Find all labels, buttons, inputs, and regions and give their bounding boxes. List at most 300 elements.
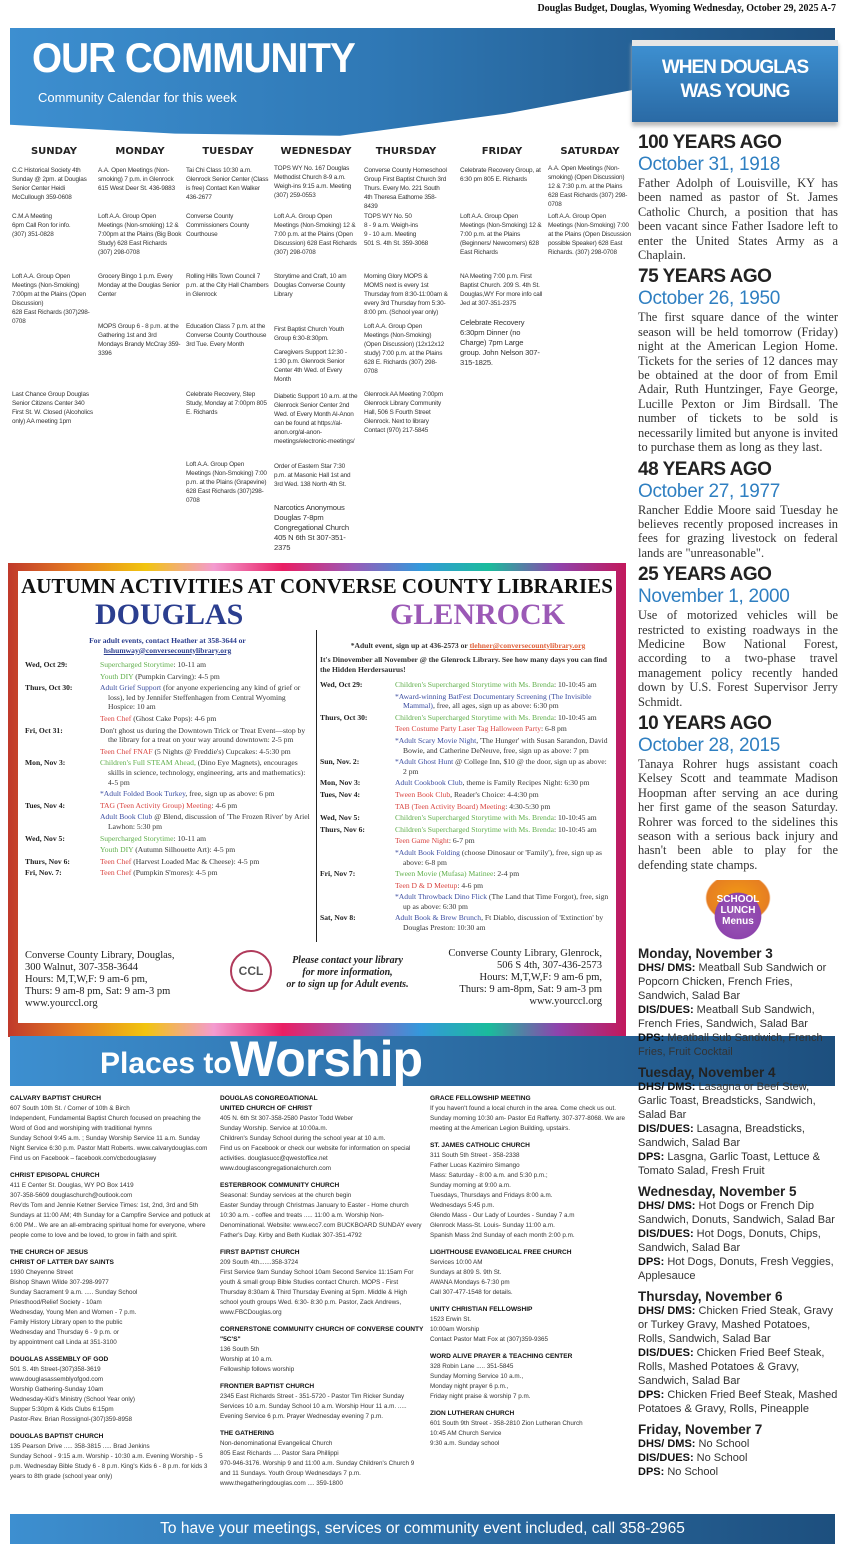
event-title: Children's Supercharged Storytime with Ms. Brenda [395,712,554,722]
event-date [25,789,100,799]
church-details: 1930 Cheyenne Street Bishop Shawn Wilde 307-298-9977 Sunday Sacrament 9 a.m. ..... Sunday School Priesthood/Relief Society - 10am Wednesday, Young Men and Women - 7 p.m. Family History Library open to the public Wednesday and Thursday 6 - 9 p.m. or by appointment call Linda at 351-3100 [10,1269,138,1346]
lunch-line [638,1255,838,1283]
libraries-divider [316,630,317,942]
church-details: 136 South 5th Worship at 10 a.m. Fellowship follows worship [220,1346,295,1373]
church-details: 601 South 9th Street - 358-2810 Zion Lutheran Church 10:45 AM Church Service 9:30 a.m. Sunday school [430,1420,583,1447]
lunch-line [638,1031,838,1059]
event-details: : 4-6 pm [457,880,484,890]
event-title: Supercharged Storytime [100,660,174,669]
event-description [395,790,612,800]
church-listing [10,1355,215,1425]
event-title: Supercharged Storytime [100,833,174,843]
school-label: DHS/ DMS: [638,1200,696,1213]
church-details: 328 Robin Lane ..... 351-5845 Sunday Morning Service 10 a.m., Monday night prayer 6 p.m., Friday night praise & worship 7 p.m. [430,1363,531,1400]
school-label: DPS: [638,1256,665,1269]
calendar-event: Loft A.A. Group Open Meetings (Non-Smoking) 12 & 7:00 p.m. at the Plains (Open Discussion) 628 East Richards (307) 298-0708 [274,213,357,256]
event-description [100,845,310,855]
lunch-day: Friday, November 7 [638,1422,763,1438]
calendar-event: Loft A.A. Group Open Meetings (Non-Smoking) 7:00 p.m. at the Plains (Grapevine) 628 East Richards (307)298-0708 [186,461,267,504]
event-date: Tues, Nov 4: [320,789,361,799]
library-event [25,789,310,799]
event-details: Don't ghost us during the Downtown Trick or Treat Event—stop by the library for a treat on your way around downtown: 2-5 pm [100,725,306,745]
school-label: DHS/ DMS: [638,1081,696,1094]
event-details: (for anyone experiencing any kind of grief or loss), led by Jennifer Steffenhagen from Central Wyoming Hospice: 10 am [108,683,301,712]
event-description [395,778,612,788]
church-name: DOUGLAS CONGREGATIONAL UNITED CHURCH OF CHRIST [220,1095,318,1112]
event-title: Youth DIY [100,671,134,681]
lunch-line [638,1304,838,1346]
event-date [320,848,395,867]
history-text: Rancher Eddie Moore said Tuesday he believes recently proposed increases in fees for grazing livestock on federal lands are "unreasonable". [638,502,838,560]
church-details: 405 N. 6th St 307-358-2580 Pastor Todd Weber Sunday Worship. Service at 10:00a.m. Children's Sunday School during the school year at 10 a.m. Find us on Facebook or check our website for information on special activities. douglasucc@qwestoffice.net www.douglascongregationalchurch.com [220,1115,411,1172]
event-details: : 6-7 pm [448,836,475,846]
event-details: (Ghost Cake Pops): 4-6 pm [131,713,217,723]
event-title: *Adult Book Folding [395,847,460,857]
contact-note: Please contact your library for more information, or to sign up for Adult events. [286,955,409,990]
event-description [100,834,310,844]
event-title: Children's Supercharged Storytime with Ms. Brenda [395,680,554,689]
event-description [395,869,612,879]
glenrock-intro: It's Dinovember all November @ the Glenrock Library. See how many days you can find the Hidden Herdersaurus! [320,655,607,674]
church-listing [10,1094,215,1164]
event-date: Sat, Nov 8: [320,913,356,923]
church-listing [430,1094,635,1134]
church-listing [220,1325,425,1375]
church-listing [10,1432,215,1482]
event-title: Teen Costume Party Laser Tag Halloween Party [395,724,541,734]
calendar-event: Last Chance Group Douglas Senior Citizens Center 340 First St. W. Closed (Alcoholics only) AA meeting 1pm [12,391,93,425]
calendar-event: Loft A.A. Group Open Meetings (Non-Smoking) 12 & 7:00 p.m. at the Plains (Beginners/ Newcomers) 628 East Richards [460,213,542,256]
church-listing [430,1305,635,1345]
library-event [25,726,310,745]
worship-column-2 [220,1094,425,1496]
event-details: (Harvest Loaded Mac & Cheese): 4-5 pm [131,856,260,866]
event-details: : 4-6 pm [211,800,238,810]
event-title: Children's Supercharged Storytime with Ms. Brenda [395,824,554,834]
event-details: : 4:30-5:30 pm [505,801,551,811]
lunch-line [638,1122,838,1150]
event-title: *Award-winning BatFest Documentary Screening (The Invisible Mammal) [395,691,592,711]
douglas-events [25,660,310,880]
calendar-event: C.M.A Meeting 6pm Call Ron for info. (307) 351-0828 [12,213,71,238]
library-event [25,747,310,757]
history-title: WHEN DOUGLAS WAS YOUNG [632,40,838,122]
church-details: 311 South 5th Street - 358-2338 Father Lucas Kazimiro Simango Mass: Saturday - 8:00 a.m. and 5:30 p.m.; Sunday morning at 9:00 a.m. Tuesdays, Thursdays and Fridays 8:00 a.m. Wednesdays 5:45 p.m. Glendo Mass - Our Lady of Lourdes - Sunday 7 a.m Glenrock Mass-St. Louis- Sunday 11:00 a.m. Spanish Mass 2nd Sunday of each month 2:00 p.m. [430,1152,575,1239]
page-subtitle: Community Calendar for this week [38,90,237,105]
calendar-event: Converse County Homeschool Group First Baptist Church 3rd Thurs. Every Mo. 221 South 4th Theresa Eathorne 358-8439 [364,167,447,210]
church-details: 2345 East Richards Street - 351-5720 - Pastor Tim Ricker Sunday Services 10 a.m. Sunday School 10 a.m. Worship Hour 11 a.m. ..... Evening Service 6 p.m. Prayer Wednesday evening 7 p.m. [220,1393,407,1420]
event-title: Adult Book Club [100,812,153,822]
menu-items: No School [664,1466,719,1479]
event-title: Teen D & D Meetup [395,880,458,890]
glenrock-email-link[interactable]: tlehner@conversecountylibrary.org [469,641,586,650]
calendar-event: Loft A.A. Group Open Meetings (Non-Smoking) 7:00 at the Plains (Open Discussion possible Speaker) 628 East Richards. (307) 298-0708 [548,213,631,256]
calendar-event: Grocery Bingo 1 p.m. Every Monday at the Douglas Senior Center [98,273,180,298]
church-listing [220,1094,425,1174]
library-event [25,660,310,670]
event-date [25,672,100,682]
library-event [320,790,612,800]
calendar-event: Rolling Hills Town Council 7 p.m. at the City Hall Chambers in Glenrock [186,273,269,298]
calendar-event: Education Class 7 p.m. at the Converse County Courthouse 3rd Tue. Every Month [186,323,267,348]
calendar-event: C.C Historical Society 4th Sunday @ 2pm. at Douglas Senior Center Heidi McCullough 359-0608 [12,167,87,201]
event-details: : 10-11 am [173,833,207,843]
menu-items: Meatball Sub Sandwich, French Fries, Fruit Cocktail [638,1032,823,1059]
calendar-event: TOPS WY No. 167 Douglas Methodist Church 8-9 a.m. Weigh-ins 9:15 a.m. Meeting (307) 259-0553 [274,165,352,199]
event-description [100,672,310,682]
menu-items: Lasagna or Beef Stew, Garlic Toast, Breadsticks, Sandwich, Salad Bar [638,1081,816,1122]
event-details: : 10-11 am [173,660,207,669]
church-details: 135 Pearson Drive ..... 358-3815 ..... Brad Jenkins Sunday School - 9:15 a.m. Worship - 10:30 a.m. Evening Worship - 5 p.m. Wednesday Bible Study 6 - 8 p.m. King's Kids 6 - 8 p.m. for kids 3 years to 8th grade (school year only) [10,1443,208,1480]
church-name: GRACE FELLOWSHIP MEETING [430,1095,531,1102]
worship-column-1 [10,1094,215,1489]
calendar-event: MOPS Group 6 - 8 p.m. at the Gathering 1st and 3rd Mondays Brandy McCray 359-3396 [98,323,181,357]
school-label: DHS/ DMS: [638,1438,696,1451]
church-name: DOUGLAS BAPTIST CHURCH [10,1433,104,1440]
calendar-event: Glenrock AA Meeting 7:00pm Glenrock Library Community Hall, 506 S Fourth Street Glenrock. Next to library Contact (970) 217-5845 [364,391,443,434]
event-date: Thurs, Oct 30: [320,712,368,722]
church-name: THE GATHERING [220,1430,275,1437]
event-date [25,714,100,724]
church-details: Non-denominational Evangelical Church 805 East Richards .... Pastor Sara Phillippi 970-946-3176. Worship 9 and 11:00 a.m. Sunday Children's Church 9 and 11 Sundays. Youth Group Wednesdays 7 p.m. www.thegatheringdouglas.com .... 359-1800 [220,1440,415,1487]
library-event [25,834,310,844]
event-description [395,848,612,867]
calendar-event: Caregivers Support 12:30 - 1:30 p.m. Glenrock Senior Center 4th Wed. of Every Month [274,349,347,383]
event-date [320,836,395,846]
event-description [395,836,612,846]
church-details: 501 S. 4th Street-(307)358-3619 www.douglasassemblyofgod.com Worship Gathering-Sunday 10am Wednesday-Kid's Ministry (School Year only) Supper 5:30pm & Kids Clubs 6:15pm Pastor-Rev. Brian Rossignol-(307)359-8958 [10,1366,135,1423]
church-details: Services 10:00 AM Sundays at 809 S. 9th St. AWANA Mondays 6-7:30 pm Call 307-477-1548 for details. [430,1259,513,1296]
menu-items: No School [693,1452,748,1465]
church-details: Seasonal: Sunday services at the church begin Easter Sunday through Christmas January to Easter - Home church 10:30 a.m. - coffee and treats ..... 11:00 a.m. Worship Non-Denominational. Website: www.ecc7.com BUCKBOARD SUNDAY every Father's Day. Kirby and Beth Kudlak 307-351-4792 [220,1192,422,1239]
day-header-sunday: SUNDAY [30,146,77,157]
event-description [395,913,612,932]
calendar-event: Narcotics Anonymous Douglas 7-8pm Congregational Church 405 N 6th St 307-351-2375 [274,503,349,552]
menu-items: Chicken Fried Beef Steak, Rolls, Mashed Potatoes & Gravy, Sandwich, Salad Bar [638,1347,825,1388]
lunch-line [638,1346,838,1388]
event-title: Tween Book Club [395,789,451,799]
day-header-monday: MONDAY [115,146,165,157]
event-date [320,802,395,812]
history-heading: 100 YEARS AGO [638,132,782,153]
church-details: 607 South 10th St. / Corner of 10th & Birch Independent, Fundamental Baptist Church focused on preaching the Word of God and worshiping with traditional hymns Sunday School 9:45 a.m. ; Sunday Worship Service 11 a.m. Sunday Night Service 6:30 p.m. Pastor Matt Roberts. www.calvarydouglas.com Find us on Facebook – facebook.com/cbcdouglaswy [10,1105,208,1162]
event-date: Thurs, Oct 30: [25,683,73,693]
event-date [320,736,395,755]
lunch-line [638,1465,838,1479]
event-title: Teen Chef [100,856,132,866]
school-lunch-menus-logo: SCHOOL LUNCH Menus [683,880,793,940]
calendar-event: Celebrate Recovery Group, at 6:30 pm 805 E. Richards [460,167,541,183]
page-title: OUR COMMUNITY [32,34,355,81]
day-header-wednesday: WEDNESDAY [280,146,352,157]
church-name: ESTERBROOK COMMUNITY CHURCH [220,1182,340,1189]
church-name: ST. JAMES CATHOLIC CHURCH [430,1142,530,1149]
lunch-line [638,1150,838,1178]
event-details: (Autumn Silhouette Art): 4-5 pm [133,845,236,855]
school-label: DHS/ DMS: [638,962,696,975]
library-event [320,836,612,846]
event-title: *Adult Ghost Hunt [395,757,454,767]
library-event [320,892,612,911]
event-description [395,757,612,776]
menu-items: Chicken Fried Beef Steak, Mashed Potatoes & Gravy, Rolls, Pineapple [638,1389,838,1416]
event-date [320,724,395,734]
event-description [100,747,310,757]
church-listing [430,1141,635,1241]
worship-title-small: Places to [100,1047,232,1080]
school-label: DPS: [638,1032,665,1045]
lunch-day: Thursday, November 6 [638,1289,783,1305]
calendar-event: A.A. Open Meetings (Non-smoking) (Open Discussion) 12 & 7:30 p.m. at the Plains 628 East Richards (307) 298-0708 [548,165,628,208]
event-title: Adult Grief Support [100,683,162,693]
glenrock-contact-text: *Adult event, sign up at 436-2573 or [350,641,468,650]
library-event [320,869,612,879]
library-event [320,713,612,723]
lunch-menu [638,946,838,1479]
event-description [100,801,310,811]
event-details: (Dino Eye Magnets), encourages skills in science, technology, engineering, arts and mathematics): 4-5 pm [108,758,306,787]
event-details: , Ft Diablo, discussion of 'Extinction' by Douglas Preston: 10:30 am [403,913,604,933]
event-title: TAG (Teen Activity Group) Meeting [100,800,212,810]
event-description [395,802,612,812]
church-name: CALVARY BAPTIST CHURCH [10,1095,101,1102]
church-listing [220,1382,425,1422]
calendar-event: Storytime and Craft, 10 am Douglas Converse County Library [274,273,347,298]
history-date: October 27, 1977 [638,480,781,502]
calendar-event: Tai Chi Class 10:30 a.m. Glenrock Senior Center (Class is free) Contact Ken Walker 436-2677 [186,167,269,201]
church-details: 411 E Center St. Douglas, WY PO Box 1419 307-358-5609 douglaschurch@outlook.com Rev'ds Tom and Jennie Ketner Service Times: 1st, 2nd, 3rd and 5th Sundays at 11:00 AM; 4th Sunday for a Campfire Service and potluck at 6:00 PM.. We are an all-embracing spiritual home for everyone, where people come to love and be loved, to grow in faith and spirit. [10,1182,211,1239]
event-description [395,881,612,891]
bottom-banner: To have your meetings, services or community event included, call 358-2965 [10,1514,835,1544]
church-name: CORNERSTONE COMMUNITY CHURCH OF CONVERSE COUNTY "5C'S" [220,1326,424,1343]
lunch-day: Monday, November 3 [638,946,773,962]
event-date: Thurs, Nov 6: [320,824,365,834]
school-label: DPS: [638,1151,665,1164]
event-description [100,812,310,831]
event-title: *Adult Throwback Dino Flick [395,892,488,902]
calendar-event: Celebrate Recovery, Step Study, Monday at 7:00pm 805 E. Richards [186,391,267,416]
church-listing [430,1248,635,1298]
event-date: Thurs, Nov 6: [25,856,70,866]
church-name: THE CHURCH OF JESUS CHRIST OF LATTER DAY SAINTS [10,1249,114,1266]
menu-items: Hot Dogs or French Dip Sandwich, Donuts, Sandwich, Salad Bar [638,1200,835,1227]
lunch-line [638,1437,838,1451]
menu-items: Lasgna, Garlic Toast, Lettuce & Tomato Salad, Fresh Fruit [638,1151,820,1178]
church-listing [220,1248,425,1318]
lunch-day: Wednesday, November 5 [638,1184,797,1200]
school-label: DIS/DUES: [638,1347,694,1360]
library-event [320,692,612,711]
event-date [320,692,395,711]
ccl-logo: CCL [230,950,272,992]
menu-items: Meatball Sub Sandwich, French Fries, Sandwich, Salad Bar [638,1004,815,1031]
event-details: : 10-10:45 am [554,824,597,834]
school-label: DIS/DUES: [638,1228,694,1241]
menu-items: Meatball Sub Sandwich or Popcorn Chicken, French Fries, Sandwich, Salad Bar [638,962,827,1003]
event-date: Mon, Nov 3: [25,758,66,768]
church-details: 1523 Erwin St. 10:00am Worship Contact Pastor Matt Fox at (307)359-9365 [430,1316,548,1343]
event-title: Adult Cookbook Club [395,778,463,788]
calendar-event: Morning Glory MOPS & MOMS next is every 1st Thursday from 8:30-11:00am & every 3rd Thursday from 5:30-8:00 pm. (School year only) [364,273,448,316]
glenrock-library-info: Converse County Library, Glenrock, 506 S 4th, 307-436-2573 Hours: M,T,W,F: 9 am-6 pm, Thurs: 9 am-8pm, Sat: 9 am-3 pm www.yourccl.org [448,948,602,1007]
event-description [395,825,612,835]
glenrock-events [320,680,612,935]
library-event [25,812,310,831]
calendar-event: Loft A.A. Group Open Meetings (Non-Smoking) (Open Discussion) (12x12x12 study) 7:00 p.m. at the Plains 628 E. Richards (307) 298-0708 [364,323,445,375]
school-label: DPS: [638,1466,665,1479]
church-details: 209 South 4th.......358-3724 First Service 9am Sunday School 10am Second Service 11:15am For youth & small group Bible Studies contact Church. MOPS - First Thursday 8:30am & Third Thursday Evening at 5pm. Middle & High school youth groups Wed. 6:30- 8:30 p.m. Pastor, Zack Andrews, www.FBCDouglas.org [220,1259,414,1316]
history-text: Tanaya Rohrer hugs assistant coach Kelsey Scott and teammate Madison Hoopman after serving an ace during her first game of the season Saturday. Rohrer was forced to the sidelines this season with a serious back injury and hasn't been able to play for the defending state champs. [638,756,838,872]
event-date: Sun, Nov. 2: [320,757,360,767]
event-date: Wed, Oct 29: [25,660,68,669]
history-text: Father Adolph of Louisville, KY has been named as pastor of St. James Catholic Church, a position that has been vacant since Father Isadore left to enter the United States Army as a Chaplain. [638,176,838,263]
library-event [320,825,612,835]
church-details: If you haven't found a local church in the area. Come check us out. Sunday morning 10:30 am- Pastor Ed Rafferty. 307-377-8068. We are meeting at the American Legion Building, upstairs. [430,1105,625,1132]
library-event [320,881,612,891]
event-date: Mon, Nov 3: [320,778,361,788]
event-description [395,692,612,711]
day-header-tuesday: TUESDAY [202,146,254,157]
library-event [25,672,310,682]
douglas-heading: DOUGLAS [95,598,244,631]
calendar-event: Diabetic Support 10 a.m. at the Glenrock Senior Center 2nd Wed. of Every Month Al-Anon can be found at https://al-anon.org/al-anon-meetings/electronic-meetings/ [274,393,358,445]
worship-column-3 [430,1094,635,1456]
event-title: Tween Movie (Mufasa) Matinee [395,869,494,879]
library-event [25,868,310,878]
event-title: Adult Book & Brew Brunch [395,913,482,923]
event-date: Fri, Oct 31: [25,725,63,735]
event-details: , theme is Family Recipes Night: 6:30 pm [462,778,590,788]
event-details: : 10-10:45 am [554,813,597,823]
church-name: ZION LUTHERAN CHURCH [430,1410,515,1417]
school-label: DIS/DUES: [638,1123,694,1136]
event-description [100,868,310,878]
history-heading: 25 YEARS AGO [638,564,772,586]
library-event [320,778,612,788]
library-event [25,845,310,855]
church-listing [10,1171,215,1241]
event-date [320,881,395,891]
event-date: Fri, Nov. 7: [25,868,62,878]
event-title: Children's Full STEAM Ahead, [100,758,196,768]
calendar-event: Celebrate Recovery 6:30pm Dinner (no Charge) 7pm Large group. John Nelson 307-315-1825. [460,318,540,367]
event-title: Teen Chef FNAF [100,746,153,756]
church-name: LIGHTHOUSE EVANGELICAL FREE CHURCH [430,1249,572,1256]
church-listing [10,1248,215,1348]
library-event [25,683,310,712]
right-column [638,128,838,1479]
event-date [320,892,395,911]
event-date: Wed, Nov 5: [25,833,65,843]
event-date: Wed, Oct 29: [320,680,363,689]
history-text: Use of motorized vehicles will be restricted to existing roadways in the Medicine Bow National Forest, according to a two-phase travel management policy recently handed down by U.S. Forest Supervisor Jerry Schmidt. [638,608,838,709]
event-title: Children's Supercharged Storytime with Ms. Brenda [395,813,554,823]
lunch-line [638,1451,838,1465]
calendar-event: First Baptist Church Youth Group 6:30-8:30pm. [274,326,344,342]
event-date [25,747,100,757]
event-title: Teen Game Night [395,836,449,846]
event-description [395,724,612,734]
church-name: CHRIST EPISOPAL CHURCH [10,1172,100,1179]
menu-items: Hot Dogs, Donuts, Fresh Veggies, Applesauce [638,1256,834,1283]
event-details: : 10-10:45 am [554,680,597,689]
history-heading: 48 YEARS AGO [638,458,772,480]
event-details: (Pumpkin S'mores): 4-5 pm [131,868,218,878]
calendar-event: Order of Eastern Star 7:30 p.m. at Masonic Hall 1st and 3rd Wed. 138 North 4th St. [274,463,351,488]
event-description [100,714,310,724]
church-listing [430,1352,635,1402]
event-details: , 'The Hunger' with Susan Sarandon, David Bowie, and Catherine DeNeuve, free, sign up as above: 7 pm [403,735,608,755]
lunch-line [638,1080,838,1122]
event-date [25,812,100,831]
event-title: Teen Chef [100,713,132,723]
day-header-saturday: SATURDAY [560,146,620,157]
event-details: : 10-10:45 am [554,712,597,722]
menu-items: Lasagna, Breadsticks, Sandwich, Salad Bar [638,1123,805,1150]
event-description [395,713,612,723]
event-description [100,789,310,799]
church-name: WORD ALIVE PRAYER & TEACHING CENTER [430,1353,573,1360]
event-title: *Adult Folded Book Turkey [100,789,186,799]
church-listing [430,1409,635,1449]
douglas-contact [25,636,310,655]
event-details: (The Land that Time Forgot), free, sign up as above: 6:30 pm [403,892,609,911]
event-details: , free, sign up as above: 6 pm [185,789,275,799]
event-date [25,845,100,855]
history-heading: 10 YEARS AGO [638,712,772,734]
event-details: (choose Dinosaur or 'Family'), free, sign up as above: 6-8 pm [403,847,602,867]
event-description [395,892,612,911]
douglas-contact-text: For adult events, contact Heather at 358-3644 or [89,636,246,645]
menu-items: No School [695,1438,750,1451]
lunch-line [638,1388,838,1416]
library-event [25,801,310,811]
page-folio: Douglas Budget, Douglas, Wyoming Wednesday, October 29, 2025 A-7 [537,3,836,14]
history-date: October 26, 1950 [638,288,781,310]
library-event [320,724,612,734]
douglas-email-link[interactable]: hshumway@conversecountylibrary.org [103,645,232,655]
event-details: (Pumpkin Carving): 4-5 pm [133,671,220,681]
history-date: November 1, 2000 [638,586,790,608]
school-label: DIS/DUES: [638,1452,694,1465]
library-event [320,802,612,812]
event-title: *Adult Scary Movie Night [395,735,477,745]
event-description [100,857,310,867]
event-details: @ College Inn, $10 @ the door, sign up as above: 2 pm [403,757,607,776]
library-event [320,913,612,932]
calendar-event: TOPS WY No. 50 8 - 9 a.m. Weigh-ins 9 - 10 a.m. Meeting 501 S. 4th St. 359-3068 [364,213,429,247]
menu-items: Hot Dogs, Donuts, Chips, Sandwich, Salad Bar [638,1228,821,1255]
event-title: Youth DIY [100,845,134,855]
event-details: : 6-8 pm [541,724,567,734]
worship-title: Worship [230,1031,423,1087]
church-name: UNITY CHRISTIAN FELLOWSHIP [430,1306,533,1313]
calendar-event: NA Meeting 7:00 p.m. First Baptist Church. 209 S. 4th St. Douglas,WY For more info call Jed at 307-351-2375 [460,273,543,307]
event-details: , Reader's Choice: 4-4:30 pm [450,789,539,799]
lunch-line [638,1199,838,1227]
school-label: DPS: [638,1389,665,1402]
event-description [100,726,310,745]
event-date: Wed, Nov 5: [320,813,360,823]
library-event [25,714,310,724]
glenrock-contact [322,641,614,651]
lunch-line [638,1003,838,1031]
church-listing [220,1429,425,1489]
event-description [395,680,612,690]
event-description [100,660,310,670]
event-title: Teen Chef [100,868,132,878]
history-date: October 28, 2015 [638,734,781,756]
